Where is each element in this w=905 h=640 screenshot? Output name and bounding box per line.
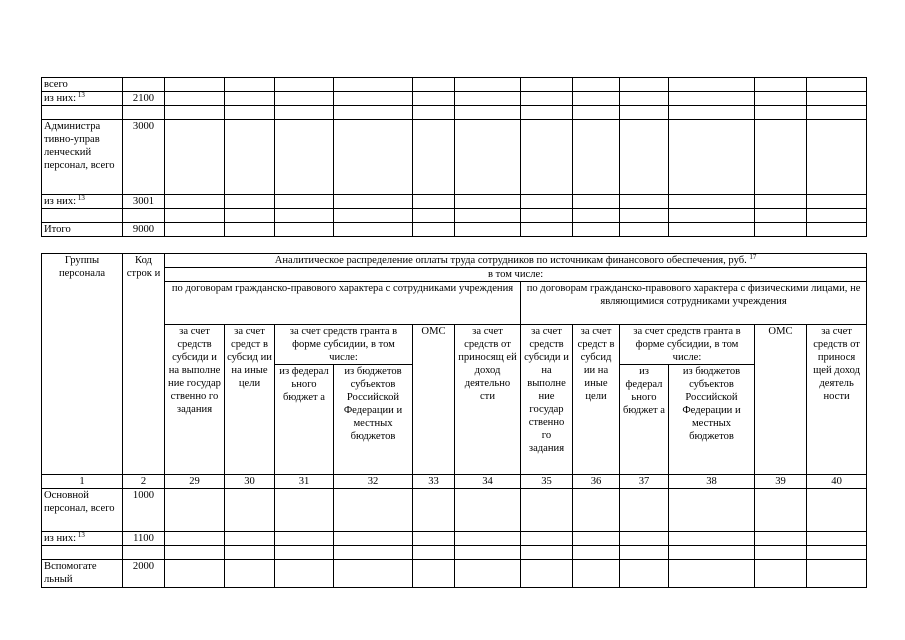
value-cell [455,209,521,223]
value-cell [334,92,413,106]
col-34-label: за счет средств от приносящ ей доход деятельно сти [458,326,517,402]
value-cell [521,78,573,92]
col-36-label: за счет средст в субсид ии на иные цели [577,326,615,402]
value-cell [755,78,807,92]
value-cell [413,106,455,120]
value-cell [334,546,413,560]
value-cell [669,223,755,237]
col-37-header [620,365,669,475]
value-cell [413,223,455,237]
row-code [123,209,165,223]
value-cell [334,120,413,195]
value-cell [413,195,455,209]
contract-b-cell [521,282,867,325]
grant-b-label: за счет средств гранта в форме субсидии, в том числе: [633,326,741,363]
value-cell [755,546,807,560]
col-40-header [807,325,867,475]
value-cell [669,489,755,532]
row-label [42,209,123,223]
value-cell [573,106,620,120]
column-number-38: 38 [669,475,755,489]
value-cell [573,92,620,106]
payroll-distribution-table [41,253,867,588]
value-cell [275,546,334,560]
value-cell [455,92,521,106]
column-number-2: 2 [123,475,165,489]
value-cell [165,78,225,92]
value-cell [334,489,413,532]
table-row [42,532,867,546]
value-cell [521,209,573,223]
value-cell [755,195,807,209]
value-cell [165,209,225,223]
table-row [42,92,867,106]
col-38-label: из бюджетов субъектов Российской Федерации и местных бюджетов [682,366,741,442]
main-header: Аналитическое распределение оплаты труда сотрудников по источникам финансового обеспечения, руб. [274,255,747,266]
value-cell [755,209,807,223]
row-label-text: Вспомогате льный [44,561,97,585]
value-cell [573,223,620,237]
value-cell [573,489,620,532]
value-cell [573,195,620,209]
value-cell [807,120,867,195]
value-cell [521,223,573,237]
row-label [42,532,123,546]
value-cell [573,546,620,560]
col-31-label: из федерал ьного бюджет а [279,366,329,403]
value-cell [755,223,807,237]
col-29-label: за счет средств субсиди и на выполне ние государ ственно го задания [168,326,221,415]
value-cell [620,223,669,237]
value-cell [669,546,755,560]
group-header: Группы персонала [58,255,106,279]
value-cell [225,92,275,106]
value-cell [807,560,867,588]
value-cell [455,489,521,532]
value-cell [807,489,867,532]
value-cell [455,106,521,120]
col-30-header [225,325,275,475]
value-cell [455,546,521,560]
value-cell [275,106,334,120]
code-header-cell [123,254,165,475]
row-code [123,78,165,92]
grant-a-label: за счет средств гранта в форме субсидии, в том числе: [289,326,398,363]
including-label: в том числе: [487,269,544,280]
value-cell [413,489,455,532]
value-cell [334,106,413,120]
column-number-36: 36 [573,475,620,489]
row-code [123,106,165,120]
value-cell [334,209,413,223]
value-cell [620,532,669,546]
value-cell [807,209,867,223]
column-number-37: 37 [620,475,669,489]
row-label [42,92,123,106]
value-cell [334,560,413,588]
main-header-footnote: 17 [749,253,757,261]
value-cell [225,120,275,195]
value-cell [620,106,669,120]
row-code: 1000 [123,489,165,532]
column-number-32: 32 [334,475,413,489]
value-cell [413,560,455,588]
row-label [42,106,123,120]
row-label-text: Основной персонал, всего [44,490,115,514]
row-label-text: Итого [44,224,71,235]
value-cell [573,560,620,588]
value-cell [755,106,807,120]
value-cell [275,120,334,195]
value-cell [275,78,334,92]
value-cell [275,560,334,588]
table-row [42,209,867,223]
column-number-35: 35 [521,475,573,489]
value-cell [165,195,225,209]
value-cell [334,78,413,92]
value-cell [334,223,413,237]
column-number-row [42,475,867,489]
value-cell [620,560,669,588]
value-cell [807,223,867,237]
col-35-label: за счет средств субсиди и на выполне ние государ ственно го задания [524,326,569,454]
value-cell [413,209,455,223]
table-row [42,120,867,195]
column-number-29: 29 [165,475,225,489]
footnote-ref: 13 [76,194,85,202]
col-grant-a-header [275,325,413,365]
col-33-header [413,325,455,475]
row-label-text: из них: [44,93,77,104]
row-label [42,560,123,588]
col-39-label: ОМС [768,326,793,337]
code-header: Код строк и [126,255,161,279]
value-cell [669,120,755,195]
value-cell [455,120,521,195]
value-cell [807,78,867,92]
col-34-header [455,325,521,475]
value-cell [669,532,755,546]
value-cell [521,560,573,588]
col-32-label: из бюджетов субъектов Российской Федерации и местных бюджетов [343,366,403,442]
value-cell [521,120,573,195]
contract-a-label: по договорам гражданско-правового характера с сотрудниками учреждения [171,283,514,294]
value-cell [669,78,755,92]
value-cell [275,209,334,223]
including-cell [165,268,867,282]
value-cell [669,106,755,120]
row-label-text: из них: [44,533,77,544]
value-cell [807,532,867,546]
value-cell [275,195,334,209]
row-label-text: из них: [44,196,77,207]
value-cell [413,120,455,195]
value-cell [165,546,225,560]
row-code: 9000 [123,223,165,237]
value-cell [620,120,669,195]
value-cell [455,560,521,588]
value-cell [165,106,225,120]
col-31-header [275,365,334,475]
value-cell [165,120,225,195]
value-cell [620,546,669,560]
footnote-ref: 13 [76,91,85,99]
table-row [42,195,867,209]
value-cell [165,223,225,237]
row-label [42,546,123,560]
value-cell [755,489,807,532]
value-cell [573,120,620,195]
table-row [42,489,867,532]
value-cell [755,120,807,195]
col-32-header [334,365,413,475]
value-cell [807,106,867,120]
value-cell [521,489,573,532]
col-40-label: за счет средств от принося щей доход деятель ности [813,326,860,402]
value-cell [669,209,755,223]
value-cell [755,92,807,106]
column-number-39: 39 [755,475,807,489]
value-cell [807,546,867,560]
value-cell [225,546,275,560]
main-header-cell [165,254,867,268]
value-cell [225,489,275,532]
value-cell [669,560,755,588]
row-code: 2000 [123,560,165,588]
value-cell [225,78,275,92]
value-cell [455,78,521,92]
value-cell [225,106,275,120]
value-cell [225,223,275,237]
column-number-33: 33 [413,475,455,489]
table-row [42,560,867,588]
value-cell [165,532,225,546]
col-35-header [521,325,573,475]
column-number-30: 30 [225,475,275,489]
value-cell [573,532,620,546]
value-cell [669,195,755,209]
col-37-label: из федерал ьного бюджет а [622,366,666,416]
column-number-34: 34 [455,475,521,489]
value-cell [165,92,225,106]
contract-b-label: по договорам гражданско-правового характера с физическими лицами, не являющимися сотрудниками учреждения [526,283,861,307]
row-code: 3001 [123,195,165,209]
col-38-header [669,365,755,475]
value-cell [165,489,225,532]
value-cell [807,92,867,106]
value-cell [225,532,275,546]
table-row [42,78,867,92]
value-cell [620,209,669,223]
row-label [42,223,123,237]
value-cell [455,532,521,546]
row-label [42,489,123,532]
table-row [42,223,867,237]
value-cell [334,532,413,546]
row-label [42,78,123,92]
col-39-header [755,325,807,475]
table-row [42,106,867,120]
value-cell [755,560,807,588]
value-cell [225,560,275,588]
value-cell [669,92,755,106]
value-cell [413,78,455,92]
col-29-header [165,325,225,475]
value-cell [225,209,275,223]
table-row [42,546,867,560]
contract-a-cell [165,282,521,325]
value-cell [573,209,620,223]
value-cell [413,92,455,106]
col-36-header [573,325,620,475]
value-cell [620,489,669,532]
value-cell [165,560,225,588]
top-table [41,77,867,237]
row-code: 3000 [123,120,165,195]
col-33-label: ОМС [421,326,446,337]
row-label [42,195,123,209]
row-label-text: Администра тивно-управ ленческий персонал, всего [44,121,115,171]
value-cell [521,195,573,209]
value-cell [521,106,573,120]
value-cell [620,78,669,92]
value-cell [521,532,573,546]
value-cell [275,489,334,532]
value-cell [521,546,573,560]
value-cell [620,195,669,209]
row-code: 1100 [123,532,165,546]
column-number-31: 31 [275,475,334,489]
value-cell [521,92,573,106]
value-cell [275,532,334,546]
value-cell [573,78,620,92]
row-code [123,546,165,560]
col-30-label: за счет средст в субсид ии на иные цели [227,326,272,389]
value-cell [225,195,275,209]
value-cell [620,92,669,106]
value-cell [275,223,334,237]
value-cell [275,92,334,106]
value-cell [455,223,521,237]
value-cell [334,195,413,209]
row-label-text: всего [44,79,68,90]
value-cell [807,195,867,209]
value-cell [413,546,455,560]
column-number-40: 40 [807,475,867,489]
value-cell [755,532,807,546]
value-cell [455,195,521,209]
value-cell [413,532,455,546]
footnote-ref: 13 [76,531,85,539]
column-number-1: 1 [42,475,123,489]
row-code: 2100 [123,92,165,106]
group-header-cell [42,254,123,475]
row-label [42,120,123,195]
col-grant-b-header [620,325,755,365]
